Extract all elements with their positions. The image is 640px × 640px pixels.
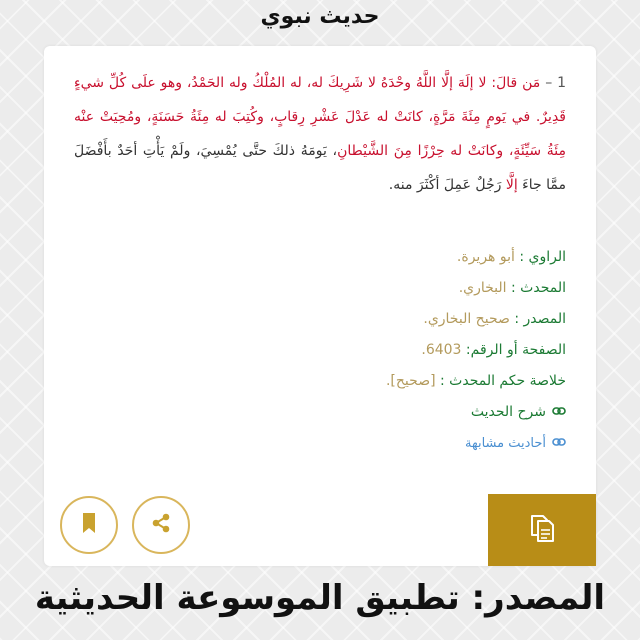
hadith-text-dark-2: رَجُلٌ عَمِلَ أكْثَرَ منه.: [388, 177, 506, 193]
muhaddith-row: [246, 273, 566, 304]
hadith-intro: مَن قالَ:: [486, 75, 546, 91]
verdict-value: [صحيح].: [385, 373, 440, 389]
hadith-text: [74, 66, 566, 202]
narrator-value: أبو هريرة.: [456, 249, 520, 265]
share-icon: [150, 512, 172, 538]
page-number-label: الصفحة أو الرقم:: [465, 342, 566, 358]
page-number-row: [246, 335, 566, 366]
verdict-label: خلاصة حكم المحدث :: [440, 373, 566, 389]
narrator-row: [246, 242, 566, 273]
hadith-number: 1 –: [545, 75, 567, 91]
muhaddith-label: المحدث :: [511, 280, 566, 296]
copy-icon: [528, 513, 556, 547]
link-icon: [552, 428, 566, 459]
verdict-row: [246, 366, 566, 397]
hadith-text-red: لا إلَهَ إلَّا اللَّهُ وحْدَهُ لا شَرِيكَ له، له المُلْكُ وله الحَمْدُ، وهو علَى كُلِّ شيءٍ قَدِيرٌ. في يَومٍ مِئَةَ مَرَّةٍ، كانَتْ له عَدْلَ عَشْرِ رِقابٍ، وكُتِبَ له مِئَةُ حَسَنَةٍ، ومُحِيَتْ عنْه مِئَةُ سَيِّئَةٍ، وكانَتْ له حِرْزًا مِنَ الشَّيْطانِ: [74, 75, 566, 159]
hadith-text-dark: ، يَومَهُ ذلكَ حتَّى يُمْسِيَ، ولَمْ يَأْتِ أحَدٌ بأَفْضَلَ ممَّا جاءَ: [74, 143, 566, 193]
share-button[interactable]: [132, 496, 190, 554]
bookmark-icon: [81, 512, 97, 538]
explanation-link[interactable]: [246, 397, 566, 428]
muhaddith-value: البخاري.: [458, 280, 512, 296]
source-label: المصدر :: [514, 311, 566, 327]
similar-hadith-link[interactable]: [246, 428, 566, 459]
explanation-link-label: شرح الحديث: [470, 404, 546, 420]
hadith-card: [44, 46, 596, 566]
page-number-value: 6403.: [421, 342, 466, 358]
source-row: [246, 304, 566, 335]
copy-button[interactable]: [488, 494, 596, 566]
source-value: صحيح البخاري.: [423, 311, 515, 327]
link-icon: [552, 397, 566, 428]
hadith-text-red-2: إلَّا: [505, 177, 518, 193]
page-title: حديث نبوي: [260, 4, 380, 29]
hadith-metadata: [246, 242, 566, 459]
similar-hadith-link-label: أحاديث مشابهة: [464, 436, 546, 451]
narrator-label: الراوي :: [519, 249, 566, 265]
bookmark-button[interactable]: [60, 496, 118, 554]
source-footer: المصدر: تطبيق الموسوعة الحديثية: [34, 578, 606, 618]
